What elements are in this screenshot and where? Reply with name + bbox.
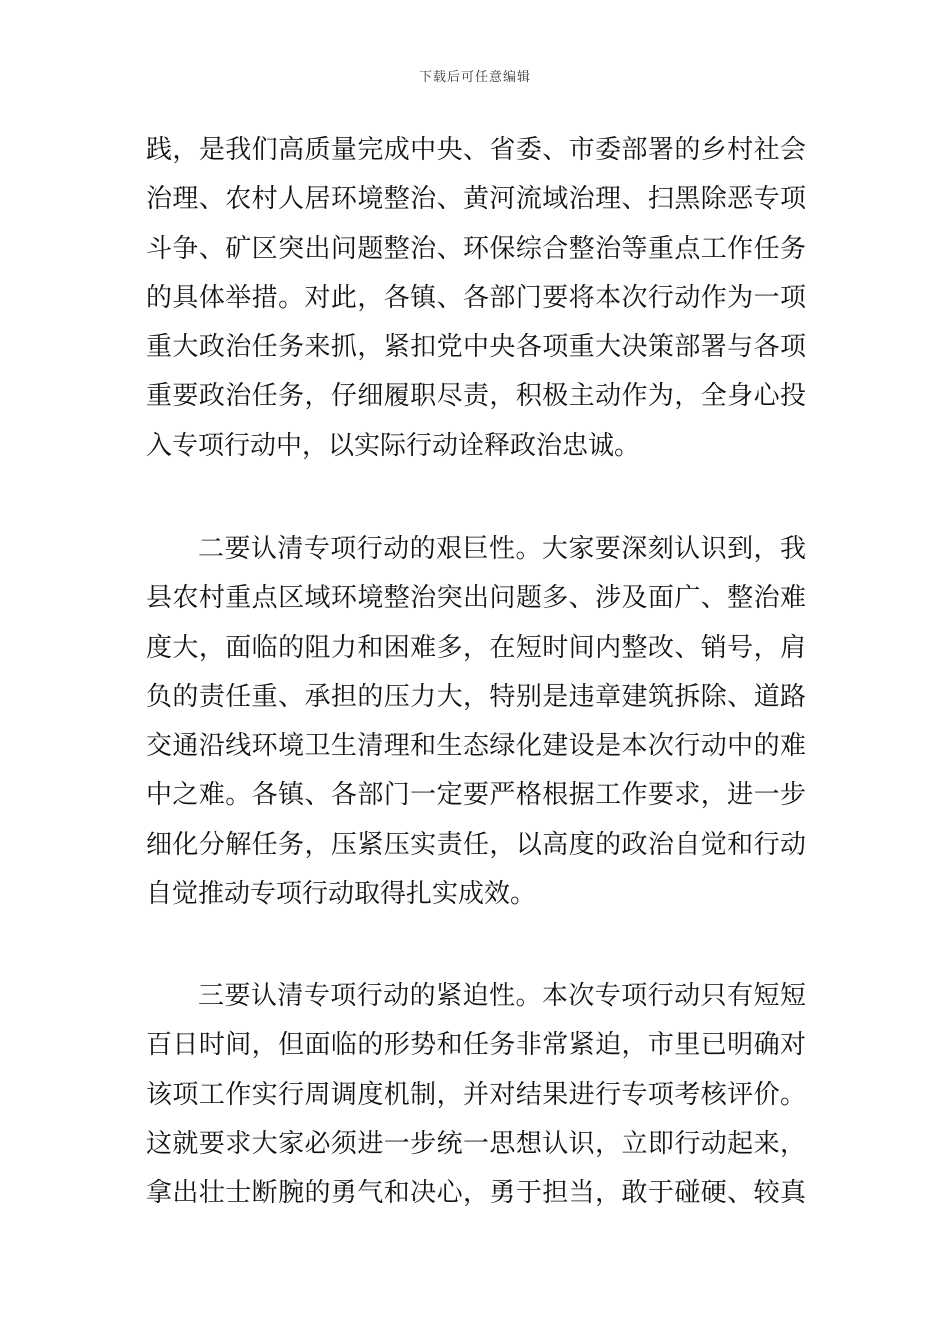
text-line: 县农村重点区域环境整治突出问题多、涉及面广、整治难 [146,583,806,614]
paragraph-2 [146,525,806,919]
text-line: 拿出壮士断腕的勇气和决心，勇于担当，敢于碰硬、较真 [146,1178,806,1209]
text-line: 交通沿线环境卫生清理和生态绿化建设是本次行动中的难 [146,731,806,762]
text-line: 百日时间，但面临的形势和任务非常紧迫，市里已明确对 [146,1030,806,1061]
text-line: 二要认清专项行动的艰巨性。大家要深刻认识到，我 [198,534,806,564]
text-line: 度大，面临的阻力和困难多，在短时间内整改、销号，肩 [146,632,806,663]
text-line: 自觉推动专项行动取得扎实成效。 [146,879,537,910]
text-line: 的具体举措。对此，各镇、各部门要将本次行动作为一项 [146,282,806,313]
text-line: 治理、农村人居环境整治、黄河流域治理、扫黑除恶专项 [146,184,806,215]
page-header: 下载后可任意编辑 [418,70,531,85]
paragraph-3 [146,972,806,1218]
text-line: 该项工作实行周调度机制，并对结果进行专项考核评价。 [146,1079,806,1110]
text-line: 这就要求大家必须进一步统一思想认识，立即行动起来， [146,1128,806,1159]
text-line: 细化分解任务，压紧压实责任，以高度的政治自觉和行动 [146,829,806,860]
text-line: 三要认清专项行动的紧迫性。本次专项行动只有短短 [198,981,806,1011]
text-line: 斗争、矿区突出问题整治、环保综合整治等重点工作任务 [146,233,806,264]
text-line: 入专项行动中，以实际行动诠释政治忠诚。 [146,430,641,461]
text-line: 重大政治任务来抓，紧扣党中央各项重大决策部署与各项 [146,332,806,363]
paragraph-1 [146,126,806,471]
text-line: 负的责任重、承担的压力大，特别是违章建筑拆除、道路 [146,681,806,712]
text-line: 重要政治任务，仔细履职尽责，积极主动作为，全身心投 [146,381,806,412]
text-line: 践，是我们高质量完成中央、省委、市委部署的乡村社会 [146,135,806,165]
text-line: 中之难。各镇、各部门一定要严格根据工作要求，进一步 [146,780,806,811]
